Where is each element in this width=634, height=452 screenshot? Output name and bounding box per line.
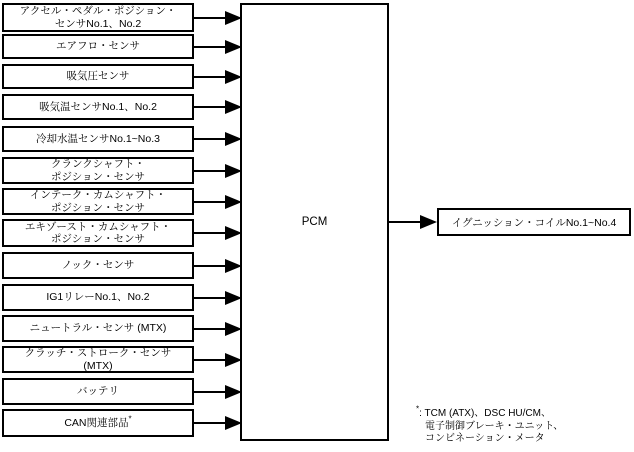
input-arrow <box>194 226 242 240</box>
arrow-line <box>194 17 228 19</box>
input-box-label: ニュートラル・センサ (MTX) <box>29 322 167 335</box>
input-box <box>2 284 194 311</box>
input-box-label: バッテリ <box>77 385 119 398</box>
input-box-label: ノック・センサ <box>61 259 135 272</box>
input-box-label: IG1リレーNo.1、No.2 <box>46 291 150 304</box>
input-arrow <box>194 322 242 336</box>
input-arrow <box>194 40 242 54</box>
input-arrow <box>194 353 242 367</box>
arrow-line <box>194 46 228 48</box>
arrow-line <box>194 265 228 267</box>
arrow-line <box>194 232 228 234</box>
input-box <box>2 126 194 152</box>
input-box <box>2 252 194 279</box>
arrow-line <box>194 297 228 299</box>
asterisk-superscript: * <box>416 404 420 414</box>
input-arrow <box>194 259 242 273</box>
output-arrow <box>389 215 437 229</box>
input-box-label: 吸気温センサNo.1、No.2 <box>39 100 157 113</box>
input-box <box>2 3 194 32</box>
input-arrow <box>194 11 242 25</box>
input-box-label: アクセル・ペダル・ポジション・ センサNo.1、No.2 <box>19 5 177 30</box>
footnote-line: *: TCM (ATX)、DSC HU/CM、 <box>416 404 551 419</box>
footnote-line: コンビネーション・メータ <box>425 433 545 444</box>
arrow-line <box>194 201 228 203</box>
output-box-label: イグニッション・コイルNo.1~No.4 <box>451 216 617 229</box>
arrow-line <box>194 391 228 393</box>
input-box-label: CAN関連部品* <box>64 414 132 429</box>
input-arrow <box>194 100 242 114</box>
pcm-label: PCM <box>301 216 328 228</box>
output-box <box>437 208 631 236</box>
input-box-label: クラッチ・ストローク・センサ (MTX) <box>24 347 172 372</box>
input-arrow <box>194 416 242 430</box>
input-arrow <box>194 195 242 209</box>
input-arrow <box>194 70 242 84</box>
footnote-line: 電子制御ブレーキ・ユニット、 <box>425 420 564 432</box>
input-box <box>2 315 194 342</box>
arrow-head-icon <box>420 215 437 229</box>
footnote <box>416 404 564 446</box>
asterisk-superscript: * <box>128 414 132 424</box>
input-arrow <box>194 291 242 305</box>
input-arrow <box>194 385 242 399</box>
arrow-line <box>194 328 228 330</box>
arrow-line <box>194 76 228 78</box>
input-box-label: クランクシャフト・ ポジション・センサ <box>50 158 146 183</box>
input-box-label: 吸気圧センサ <box>66 70 130 83</box>
input-box <box>2 94 194 120</box>
arrow-line <box>194 138 228 140</box>
input-box-label: インテーク・カムシャフト・ ポジション・センサ <box>29 189 167 214</box>
input-box <box>2 409 194 437</box>
input-box <box>2 34 194 59</box>
input-box <box>2 378 194 405</box>
input-arrow <box>194 164 242 178</box>
arrow-line <box>389 221 423 223</box>
arrow-line <box>194 359 228 361</box>
input-arrow <box>194 132 242 146</box>
input-box-label: エアフロ・センサ <box>56 40 140 53</box>
input-box-label: 冷却水温センサNo.1~No.3 <box>36 132 160 145</box>
arrow-line <box>194 106 228 108</box>
input-box <box>2 219 194 247</box>
arrow-line <box>194 422 228 424</box>
arrow-line <box>194 170 228 172</box>
input-box <box>2 188 194 215</box>
input-box <box>2 346 194 373</box>
pcm-box <box>240 3 389 441</box>
input-box <box>2 157 194 184</box>
input-box-label: エキゾースト・カムシャフト・ ポジション・センサ <box>24 220 172 245</box>
input-box <box>2 64 194 89</box>
